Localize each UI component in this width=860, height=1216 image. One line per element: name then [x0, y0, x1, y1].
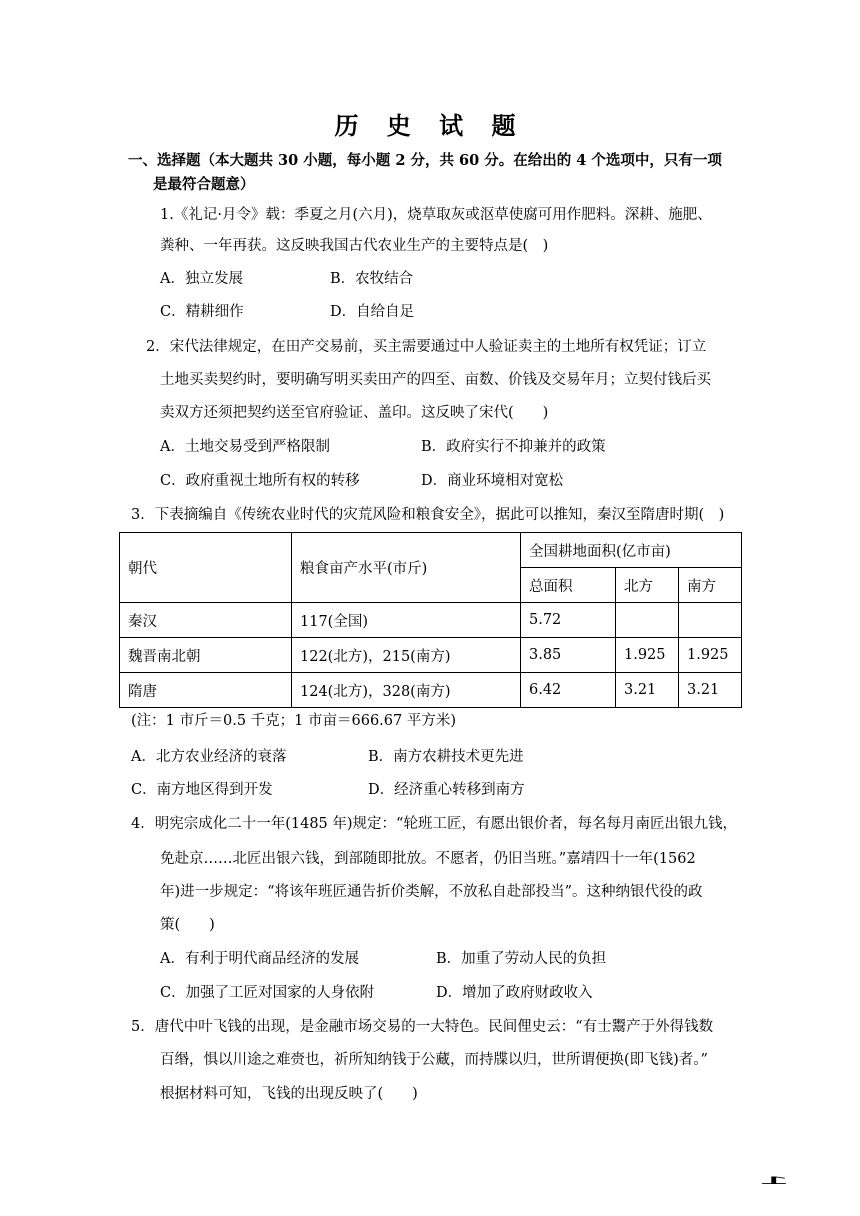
q4-stem-line2: 免赴京……北匠出银六钱，到部随即批放。不愿者，仍旧当班。”嘉靖四十一年(1562 [160, 851, 696, 867]
table-cell-yield: 117(全国) [292, 603, 521, 638]
q2-stem-line3: 卖双方还须把契约送至官府验证、盖印。这反映了宋代( ) [160, 405, 549, 421]
q3-data-table [119, 532, 742, 708]
table-cell-total: 5.72 [521, 603, 616, 638]
q2-stem-line1: 2．宋代法律规定，在田产交易前，买主需要通过中人验证卖主的土地所有权凭证；订立 [146, 339, 707, 355]
table-header-south: 南方 [679, 568, 742, 603]
q1-stem-line1: 1.《礼记·月令》载：季夏之月(六月)，烧草取灰或沤草使腐可用作肥料。深耕、施肥、 [160, 207, 712, 223]
q3-option-c: C．南方地区得到开发 [131, 782, 273, 798]
table-cell-dynasty: 秦汉 [120, 603, 292, 638]
table-cell-south: 3.21 [679, 673, 742, 708]
table-cell-south: 1.925 [679, 638, 742, 673]
q2-option-d: D．商业环境相对宽松 [421, 473, 564, 489]
page-title: 历 史 试 题 [334, 111, 526, 140]
q1-option-b: B．农牧结合 [330, 271, 414, 287]
table-header-total: 总面积 [521, 568, 616, 603]
q4-stem-line3: 年)进一步规定：“将该年班匠通告折价类解，不放私自赴部投当”。这种纳银代役的政 [160, 884, 703, 900]
table-cell-dynasty: 隋唐 [120, 673, 292, 708]
table-cell-north: 3.21 [616, 673, 679, 708]
q2-option-a: A．土地交易受到严格限制 [160, 439, 330, 455]
table-header-row [120, 533, 742, 568]
section-heading-line1: 一、选择题（本大题共 30 小题，每小题 2 分，共 60 分。在给出的 4 个选项中，只有一项 [128, 152, 722, 169]
q4-option-c: C．加强了工匠对国家的人身依附 [160, 985, 375, 1001]
table-row [120, 603, 742, 638]
q4-option-d: D．增加了政府财政收入 [436, 985, 593, 1001]
q4-stem-line4: 策( ) [160, 917, 215, 933]
table-cell-total: 6.42 [521, 673, 616, 708]
q4-option-b: B．加重了劳动人民的负担 [436, 951, 607, 967]
table-cell-north [616, 603, 679, 638]
q1-option-c: C．精耕细作 [160, 304, 244, 320]
table-cell-total: 3.85 [521, 638, 616, 673]
q2-option-b: B．政府实行不抑兼并的政策 [421, 439, 606, 455]
q5-stem-line1: 5．唐代中叶飞钱的出现，是金融市场交易的一大特色。民间俚史云：“有士鬻产于外得钱数 [131, 1019, 714, 1035]
q4-option-a: A．有利于明代商品经济的发展 [160, 951, 359, 967]
q1-option-d: D．自给自足 [330, 304, 415, 320]
q1-stem-line2: 粪种、一年再获。这反映我国古代农业生产的主要特点是( ) [160, 238, 549, 254]
table-cell-yield: 122(北方)，215(南方) [292, 638, 521, 673]
page-number: 1 [759, 1175, 790, 1187]
q5-stem-line2: 百缗，惧以川途之难赍也，祈所知纳钱于公藏，而持牒以归，世所谓便换(即飞钱)者。” [160, 1052, 708, 1068]
q2-option-c: C．政府重视土地所有权的转移 [160, 473, 360, 489]
q3-option-d: D．经济重心转移到南方 [368, 782, 525, 798]
section-heading-line2: 是最符合题意） [153, 176, 255, 193]
q3-option-b: B．南方农耕技术更先进 [368, 749, 524, 765]
q3-option-a: A．北方农业经济的衰落 [131, 749, 287, 765]
table-header-north: 北方 [616, 568, 679, 603]
q3-stem: 3．下表摘编自《传统农业时代的灾荒风险和粮食安全》，据此可以推知，秦汉至隋唐时期( ) [131, 507, 725, 523]
table-header-yield: 粮食亩产水平(市斤) [292, 533, 521, 603]
table-header-dynasty: 朝代 [120, 533, 292, 603]
q4-stem-line1: 4．明宪宗成化二十一年(1485 年)规定：“轮班工匠，有愿出银价者，每名每月南匠出银九钱， [131, 816, 737, 832]
table-cell-yield: 124(北方)，328(南方) [292, 673, 521, 708]
table-row [120, 638, 742, 673]
table-header-area: 全国耕地面积(亿市亩) [521, 533, 742, 568]
table-cell-south [679, 603, 742, 638]
table-cell-dynasty: 魏晋南北朝 [120, 638, 292, 673]
q1-option-a: A．独立发展 [160, 271, 243, 287]
q2-stem-line2: 土地买卖契约时，要明确写明买卖田产的四至、亩数、价钱及交易年月；立契付钱后买 [160, 372, 711, 388]
table-row [120, 673, 742, 708]
q5-stem-line3: 根据材料可知，飞钱的出现反映了( ) [160, 1086, 418, 1102]
table-cell-north: 1.925 [616, 638, 679, 673]
q3-table-note: (注：1 市斤＝0.5 千克；1 市亩＝666.67 平方米) [131, 713, 456, 729]
